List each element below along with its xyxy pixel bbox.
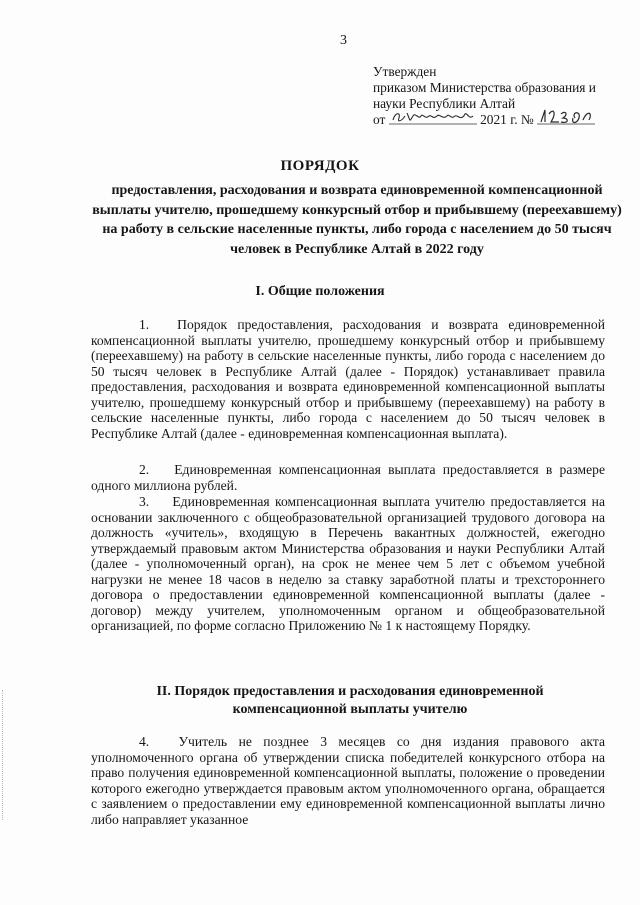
handwritten-order-number [537,112,597,126]
approval-line-3: науки Республики Алтай [373,96,516,111]
paragraph-text: Единовременная компенсационная выплата учителю предоставляется на основании заключенного с общеобразовательной организацией трудового договора на должность «учитель», входящую в Перечень вакантных должностей, ежегодно утверждаемый правовым актом Министерства образования и науки Республики Алтай (далее - уполномоченный орган), на срок не менее чем 5 лет с объемом учебной нагрузки не менее 18 часов в неделю за ставку заработной платы и трехстороннего договора о предоставлении единовременной компенсационной выплаты (далее - договор) между учителем, уполномоченным органом и общеобразовательной организацией, по форме согласно Приложению № 1 к настоящему Порядку. [91,494,605,633]
document-subtitle: предоставления, расходования и возврата единовременной компенсационной выплаты учителю, прошедшему конкурсный отбор и прибывшему (переехавшему) на работу в сельские населенные пункты, либо города с населением до 50 тысяч человек в Республике Алтай в 2022 году [92,183,622,257]
approval-line-1: Утвержден [373,64,437,79]
paragraph-number: 4. [139,734,150,749]
paragraph-number: 2. [139,462,150,477]
scan-margin-artifact [2,690,5,820]
paragraph-number: 1. [139,317,150,332]
approval-block [373,64,597,128]
paragraph-text: Единовременная компенсационная выплата предоставляется в размере одного миллиона рублей. [91,462,605,493]
section-2-heading: II. Порядок предоставления и расходования единовременной компенсационной выплаты учителю [156,684,544,717]
approval-date-prefix: от [373,112,386,127]
approval-date-line [373,112,597,128]
paragraph-2 [91,462,605,493]
document-title: ПОРЯДОК [280,158,360,174]
approval-date-suffix: 2021 г. № [480,112,534,127]
paragraph-text: Порядок предоставления, расходования и возврата единовременной компенсационной выплаты учителю, прошедшему конкурсный отбор и прибывшему (переехавшему) на работу в сельские населенные пункты, либо города с населением до 50 тысяч человек в Республике Алтай (далее - Порядок) устанавливает правила предоставления, расходования и возврата единовременной компенсационной выплаты учителю, прошедшему конкурсный отбор и прибывшему (переехавшему) на работу в сельские населенные пункты, либо города с населением до 50 тысяч человек в Республике Алтай (далее - единовременная компенсационная выплата). [91,317,605,441]
paragraph-4 [91,734,605,827]
approval-line-2: приказом Министерства образования и [373,80,596,95]
paragraph-1 [91,317,605,441]
handwritten-date [389,112,477,126]
paragraph-text: Учитель не позднее 3 месяцев со дня издания правового акта уполномоченного органа об утверждении списка победителей конкурсного отбора на право получения единовременной компенсационной выплаты, положение о проведении которого ежегодно утверждается правовым актом уполномоченного органа, обращается с заявлением о предоставлении ему единовременной компенсационной выплаты лично либо направляет указанное [91,734,605,827]
paragraph-number: 3. [139,494,150,509]
page-number: 3 [340,33,347,48]
paragraph-3 [91,494,605,634]
section-1-heading: I. Общие положения [255,284,385,299]
